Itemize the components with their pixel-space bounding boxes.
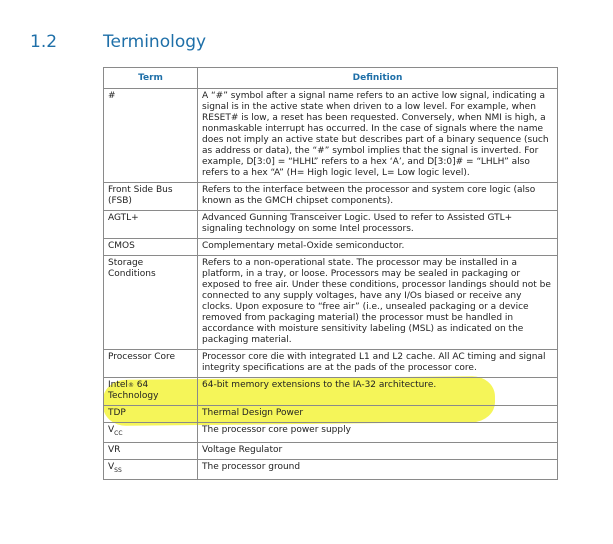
term-subscript: SS bbox=[114, 466, 122, 474]
table-row bbox=[104, 459, 558, 479]
table-row bbox=[104, 423, 558, 443]
terminology-table bbox=[103, 67, 558, 480]
term-cell bbox=[104, 423, 198, 443]
definition-cell: Complementary metal-Oxide semiconductor. bbox=[198, 239, 558, 256]
table-row bbox=[104, 406, 558, 423]
definition-cell: Refers to the interface between the processor and system core logic (also known as the GMCH chipset components). bbox=[198, 183, 558, 211]
table-row bbox=[104, 211, 558, 239]
definition-cell: The processor core power supply bbox=[198, 423, 558, 443]
table-row bbox=[104, 89, 558, 183]
table-row-highlighted bbox=[104, 378, 558, 406]
table-header-row bbox=[104, 68, 558, 89]
term-rest: 64 Technology bbox=[108, 380, 159, 401]
term-main: Intel bbox=[108, 380, 128, 390]
table-row bbox=[104, 350, 558, 378]
term-main: V bbox=[108, 461, 115, 472]
term-cell: CMOS bbox=[104, 239, 198, 256]
registered-mark: ® bbox=[127, 382, 134, 389]
term-main: V bbox=[108, 425, 115, 435]
definition-cell: Voltage Regulator bbox=[198, 442, 558, 459]
definition-cell: 64-bit memory extensions to the IA-32 architecture. bbox=[198, 378, 558, 406]
term-cell: VR bbox=[104, 442, 198, 459]
section-title: Terminology bbox=[103, 32, 207, 52]
term-cell: Storage Conditions bbox=[104, 256, 198, 350]
table-row bbox=[104, 442, 558, 459]
definition-cell: Advanced Gunning Transceiver Logic. Used to refer to Assisted GTL+ signaling technology on some Intel processors. bbox=[198, 211, 558, 239]
term-cell bbox=[104, 459, 198, 479]
section-heading bbox=[0, 32, 613, 58]
table-row bbox=[104, 183, 558, 211]
definition-cell: A “#” symbol after a signal name refers to an active low signal, indicating a signal is in the active state when driven to a low level. For example, when RESET# is low, a reset has been requested. Conversely, when NMI is high, a nonmaskable interrupt has occurred. In the case of signals where the name does not imply an active state but describes part of a binary sequence (such as address or data), the “#” symbol implies that the signal is inverted. For example, D[3:0] = “HLHL” refers to a hex ‘A’, and D[3:0]# = “LHLH” also refers to a hex “A” (H= High logic level, L= Low logic level). bbox=[198, 89, 558, 183]
term-cell: Front Side Bus (FSB) bbox=[104, 183, 198, 211]
definition-cell: Thermal Design Power bbox=[198, 406, 558, 423]
section-number: 1.2 bbox=[30, 32, 58, 52]
definition-cell: Processor core die with integrated L1 and L2 cache. All AC timing and signal integrity specifications are at the pads of the processor core. bbox=[198, 350, 558, 378]
term-column-header: Term bbox=[104, 68, 198, 89]
definition-cell: Refers to a non-operational state. The processor may be installed in a platform, in a tray, or loose. Processors may be sealed in packaging or exposed to free air. Under these conditions, processor landings should not be connected to any supply voltages, have any I/Os biased or receive any clocks. Upon exposure to “free air” (i.e., unsealed packaging or a device removed from packaging material) the processor must be handled in accordance with moisture sensitivity labeling (MSL) as indicated on the packaging material. bbox=[198, 256, 558, 350]
definition-column-header: Definition bbox=[198, 68, 558, 89]
definition-cell: The processor ground bbox=[198, 459, 558, 479]
term-cell: # bbox=[104, 89, 198, 183]
table-row bbox=[104, 256, 558, 350]
term-cell: Processor Core bbox=[104, 350, 198, 378]
term-cell bbox=[104, 378, 198, 406]
term-subscript: CC bbox=[114, 429, 123, 437]
term-cell: TDP bbox=[104, 406, 198, 423]
term-cell: AGTL+ bbox=[104, 211, 198, 239]
table-row bbox=[104, 239, 558, 256]
